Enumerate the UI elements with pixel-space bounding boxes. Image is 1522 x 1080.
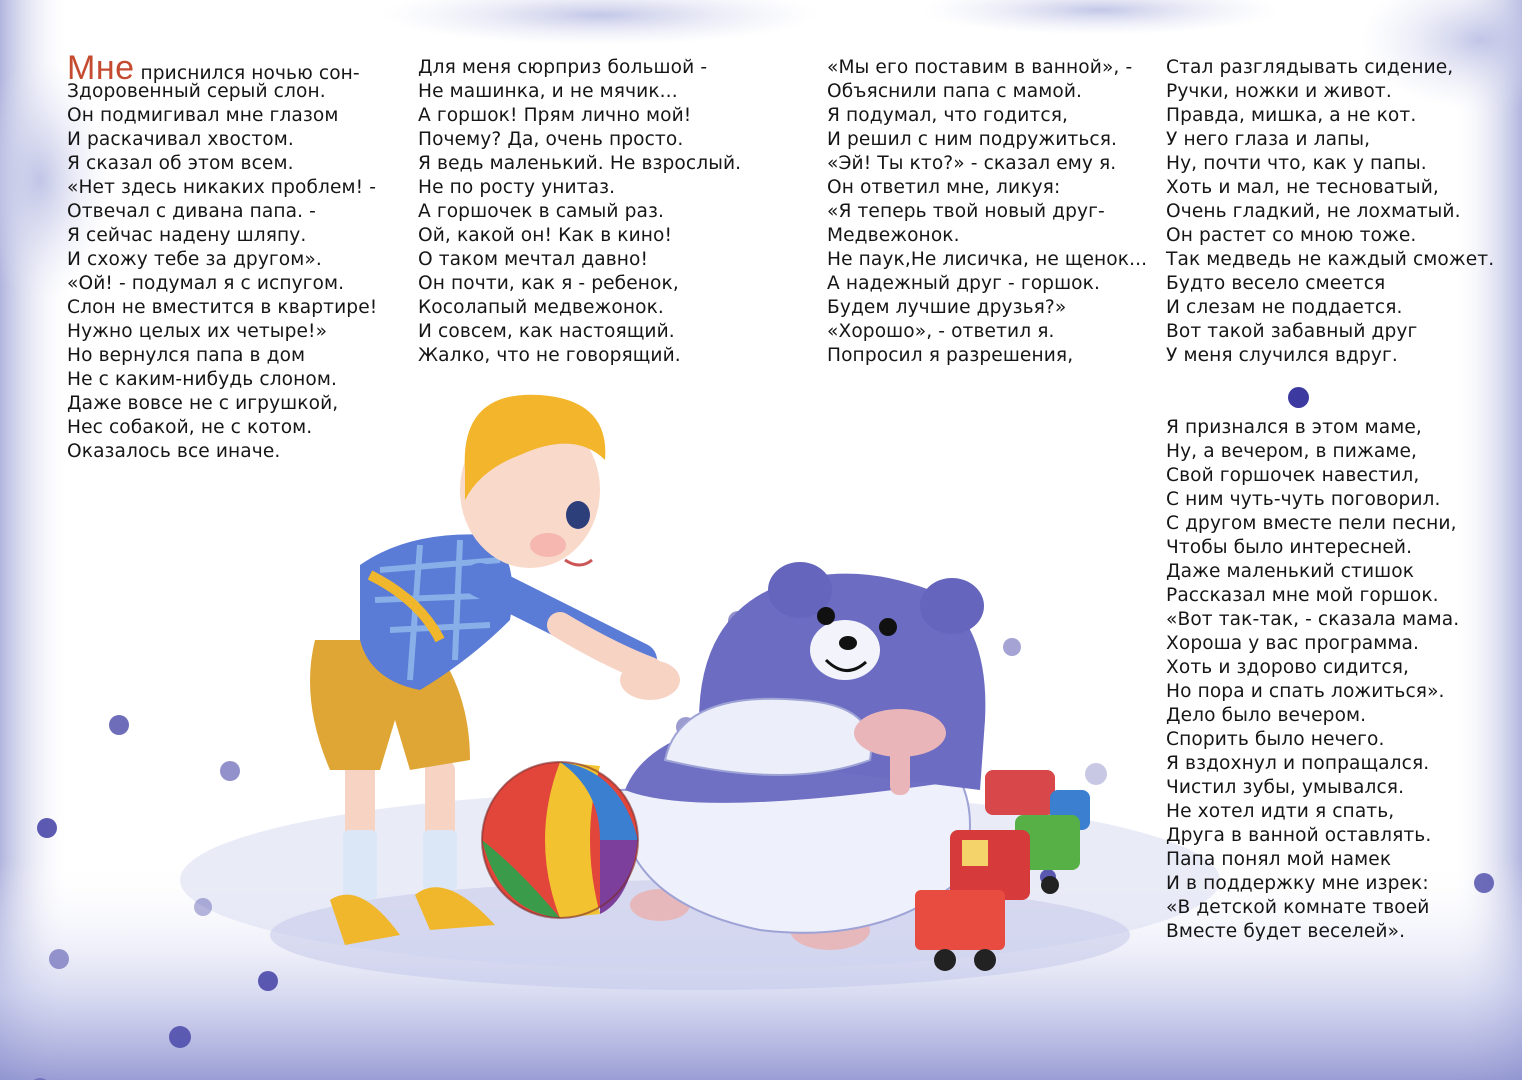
poem-column-3 xyxy=(827,56,1147,368)
poem-line: Так медведь не каждый сможет. xyxy=(1166,249,1495,270)
poem-line: Стал разглядывать сидение, xyxy=(1166,57,1454,78)
poem-line: И в поддержку мне изрек: xyxy=(1166,873,1429,894)
poem-line: Я подумал, что годится, xyxy=(827,105,1068,126)
poem-line: С ним чуть-чуть поговорил. xyxy=(1166,489,1441,510)
poem-line: И слезам не поддается. xyxy=(1166,297,1403,318)
poem-line: Хороша у вас программа. xyxy=(1166,633,1419,654)
poem-line: У него глаза и лапы, xyxy=(1166,129,1371,150)
poem-line: Нужно целых их четыре!» xyxy=(67,321,328,342)
poem-line: Очень гладкий, не лохматый. xyxy=(1166,201,1461,222)
poem-line: И решил с ним подружиться. xyxy=(827,129,1118,150)
poem-line: Не хотел идти я спать, xyxy=(1166,801,1395,822)
poem-line: Ну, а вечером, в пижаме, xyxy=(1166,441,1417,462)
poem-line: Но пора и спать ложиться». xyxy=(1166,681,1445,702)
poem-line: Не паук,Не лисичка, не щенок... xyxy=(827,249,1148,270)
poem-line: «Ой! - подумал я с испугом. xyxy=(67,273,345,294)
poem-line: Не машинка, и не мячик... xyxy=(418,81,678,102)
poem-line: И раскачивал хвостом. xyxy=(67,129,294,150)
poem-line: Слон не вместится в квартире! xyxy=(67,297,378,318)
ball-icon xyxy=(482,762,638,918)
poem-line: И схожу тебе за другом». xyxy=(67,249,322,270)
poem-column-4-continued xyxy=(1166,416,1459,944)
poem-column-4 xyxy=(1166,56,1494,368)
poem-line: Косолапый медвежонок. xyxy=(418,297,664,318)
poem-line: Почему? Да, очень просто. xyxy=(418,129,684,150)
poem-line: Даже маленький стишок xyxy=(1166,561,1415,582)
poem-line: О таком мечтал давно! xyxy=(418,249,649,270)
poem-line: Он подмигивал мне глазом xyxy=(67,105,339,126)
poem-line: А надежный друг - горшок. xyxy=(827,273,1100,294)
poem-line: «Хорошо», - ответил я. xyxy=(827,321,1055,342)
poem-line: Будем лучшие друзья?» xyxy=(827,297,1067,318)
poem-line: Отвечал с дивана папа. - xyxy=(67,201,316,222)
poem-line: Медвежонок. xyxy=(827,225,960,246)
poem-line: Друга в ванной оставлять. xyxy=(1166,825,1432,846)
poem-line: Будто весело смеется xyxy=(1166,273,1386,294)
poem-line: Но вернулся папа в дом xyxy=(67,345,306,366)
poem-line: «Вот так-так, - сказала мама. xyxy=(1166,609,1460,630)
poem-line: Я ведь маленький. Не взрослый. xyxy=(418,153,742,174)
poem-line: Папа понял мой намек xyxy=(1166,849,1392,870)
poem-line: Я сейчас надену шляпу. xyxy=(67,225,307,246)
poem-line: «В детской комнате твоей xyxy=(1166,897,1430,918)
stanza-separator-dot xyxy=(1288,387,1309,408)
poem-line: Он почти, как я - ребенок, xyxy=(418,273,679,294)
poem-line: Нес собакой, не с котом. xyxy=(67,417,313,438)
poem-line: С другом вместе пели песни, xyxy=(1166,513,1457,534)
poem-line: Дело было вечером. xyxy=(1166,705,1367,726)
poem-line: Попросил я разрешения, xyxy=(827,345,1074,366)
poem-line: Спорить было нечего. xyxy=(1166,729,1385,750)
poem-line: Вместе будет веселей». xyxy=(1166,921,1406,942)
poem-line: Вот такой забавный друг xyxy=(1166,321,1418,342)
poem-line: Для меня сюрприз большой - xyxy=(418,57,708,78)
poem-line: Даже вовсе не с игрушкой, xyxy=(67,393,339,414)
poem-line-rest: приснился ночью сон- xyxy=(134,63,360,84)
poem-line: Объяснили папа с мамой. xyxy=(827,81,1083,102)
poem-line: «Эй! Ты кто?» - сказал ему я. xyxy=(827,153,1117,174)
poem-line: Он ответил мне, ликуя: xyxy=(827,177,1061,198)
poem-line: Я вздохнул и попращался. xyxy=(1166,753,1430,774)
poem-line: Чтобы было интересней. xyxy=(1166,537,1413,558)
poem-line: Правда, мишка, а не кот. xyxy=(1166,105,1417,126)
poem-line: Рассказал мне мой горшок. xyxy=(1166,585,1439,606)
poem-line: Хоть и мал, не тесноватый, xyxy=(1166,177,1439,198)
poem-line: Он растет со мною тоже. xyxy=(1166,225,1417,246)
poem-line: Свой горшочек навестил, xyxy=(1166,465,1420,486)
dropcap: Мне xyxy=(67,49,135,87)
poem-line: Не с каким-нибудь слоном. xyxy=(67,369,338,390)
poem-line: Ой, какой он! Как в кино! xyxy=(418,225,673,246)
poem-line: Не по росту унитаз. xyxy=(418,177,616,198)
poem-line: Оказалось все иначе. xyxy=(67,441,281,462)
poem-line xyxy=(67,49,377,87)
poem-line: Ручки, ножки и живот. xyxy=(1166,81,1392,102)
poem-line: А горшок! Прям лично мой! xyxy=(418,105,692,126)
poem-line: И совсем, как настоящий. xyxy=(418,321,675,342)
poem-line: «Мы его поставим в ванной», - xyxy=(827,57,1133,78)
poem-line: Я признался в этом маме, xyxy=(1166,417,1422,438)
poem-line: Чистил зубы, умывался. xyxy=(1166,777,1405,798)
poem-line: А горшочек в самый раз. xyxy=(418,201,665,222)
poem-line: Здоровенный серый слон. xyxy=(67,81,326,102)
poem-line: Жалко, что не говорящий. xyxy=(418,345,681,366)
poem-line: «Я теперь твой новый друг- xyxy=(827,201,1105,222)
poem-column-1 xyxy=(67,49,378,464)
poem-line: Я сказал об этом всем. xyxy=(67,153,294,174)
poem-line: Ну, почти что, как у папы. xyxy=(1166,153,1427,174)
poem-line: У меня случился вдруг. xyxy=(1166,345,1398,366)
poem-line: «Нет здесь никаких проблем! - xyxy=(67,177,377,198)
poem-line: Хоть и здорово сидится, xyxy=(1166,657,1410,678)
poem-column-2 xyxy=(418,56,741,368)
